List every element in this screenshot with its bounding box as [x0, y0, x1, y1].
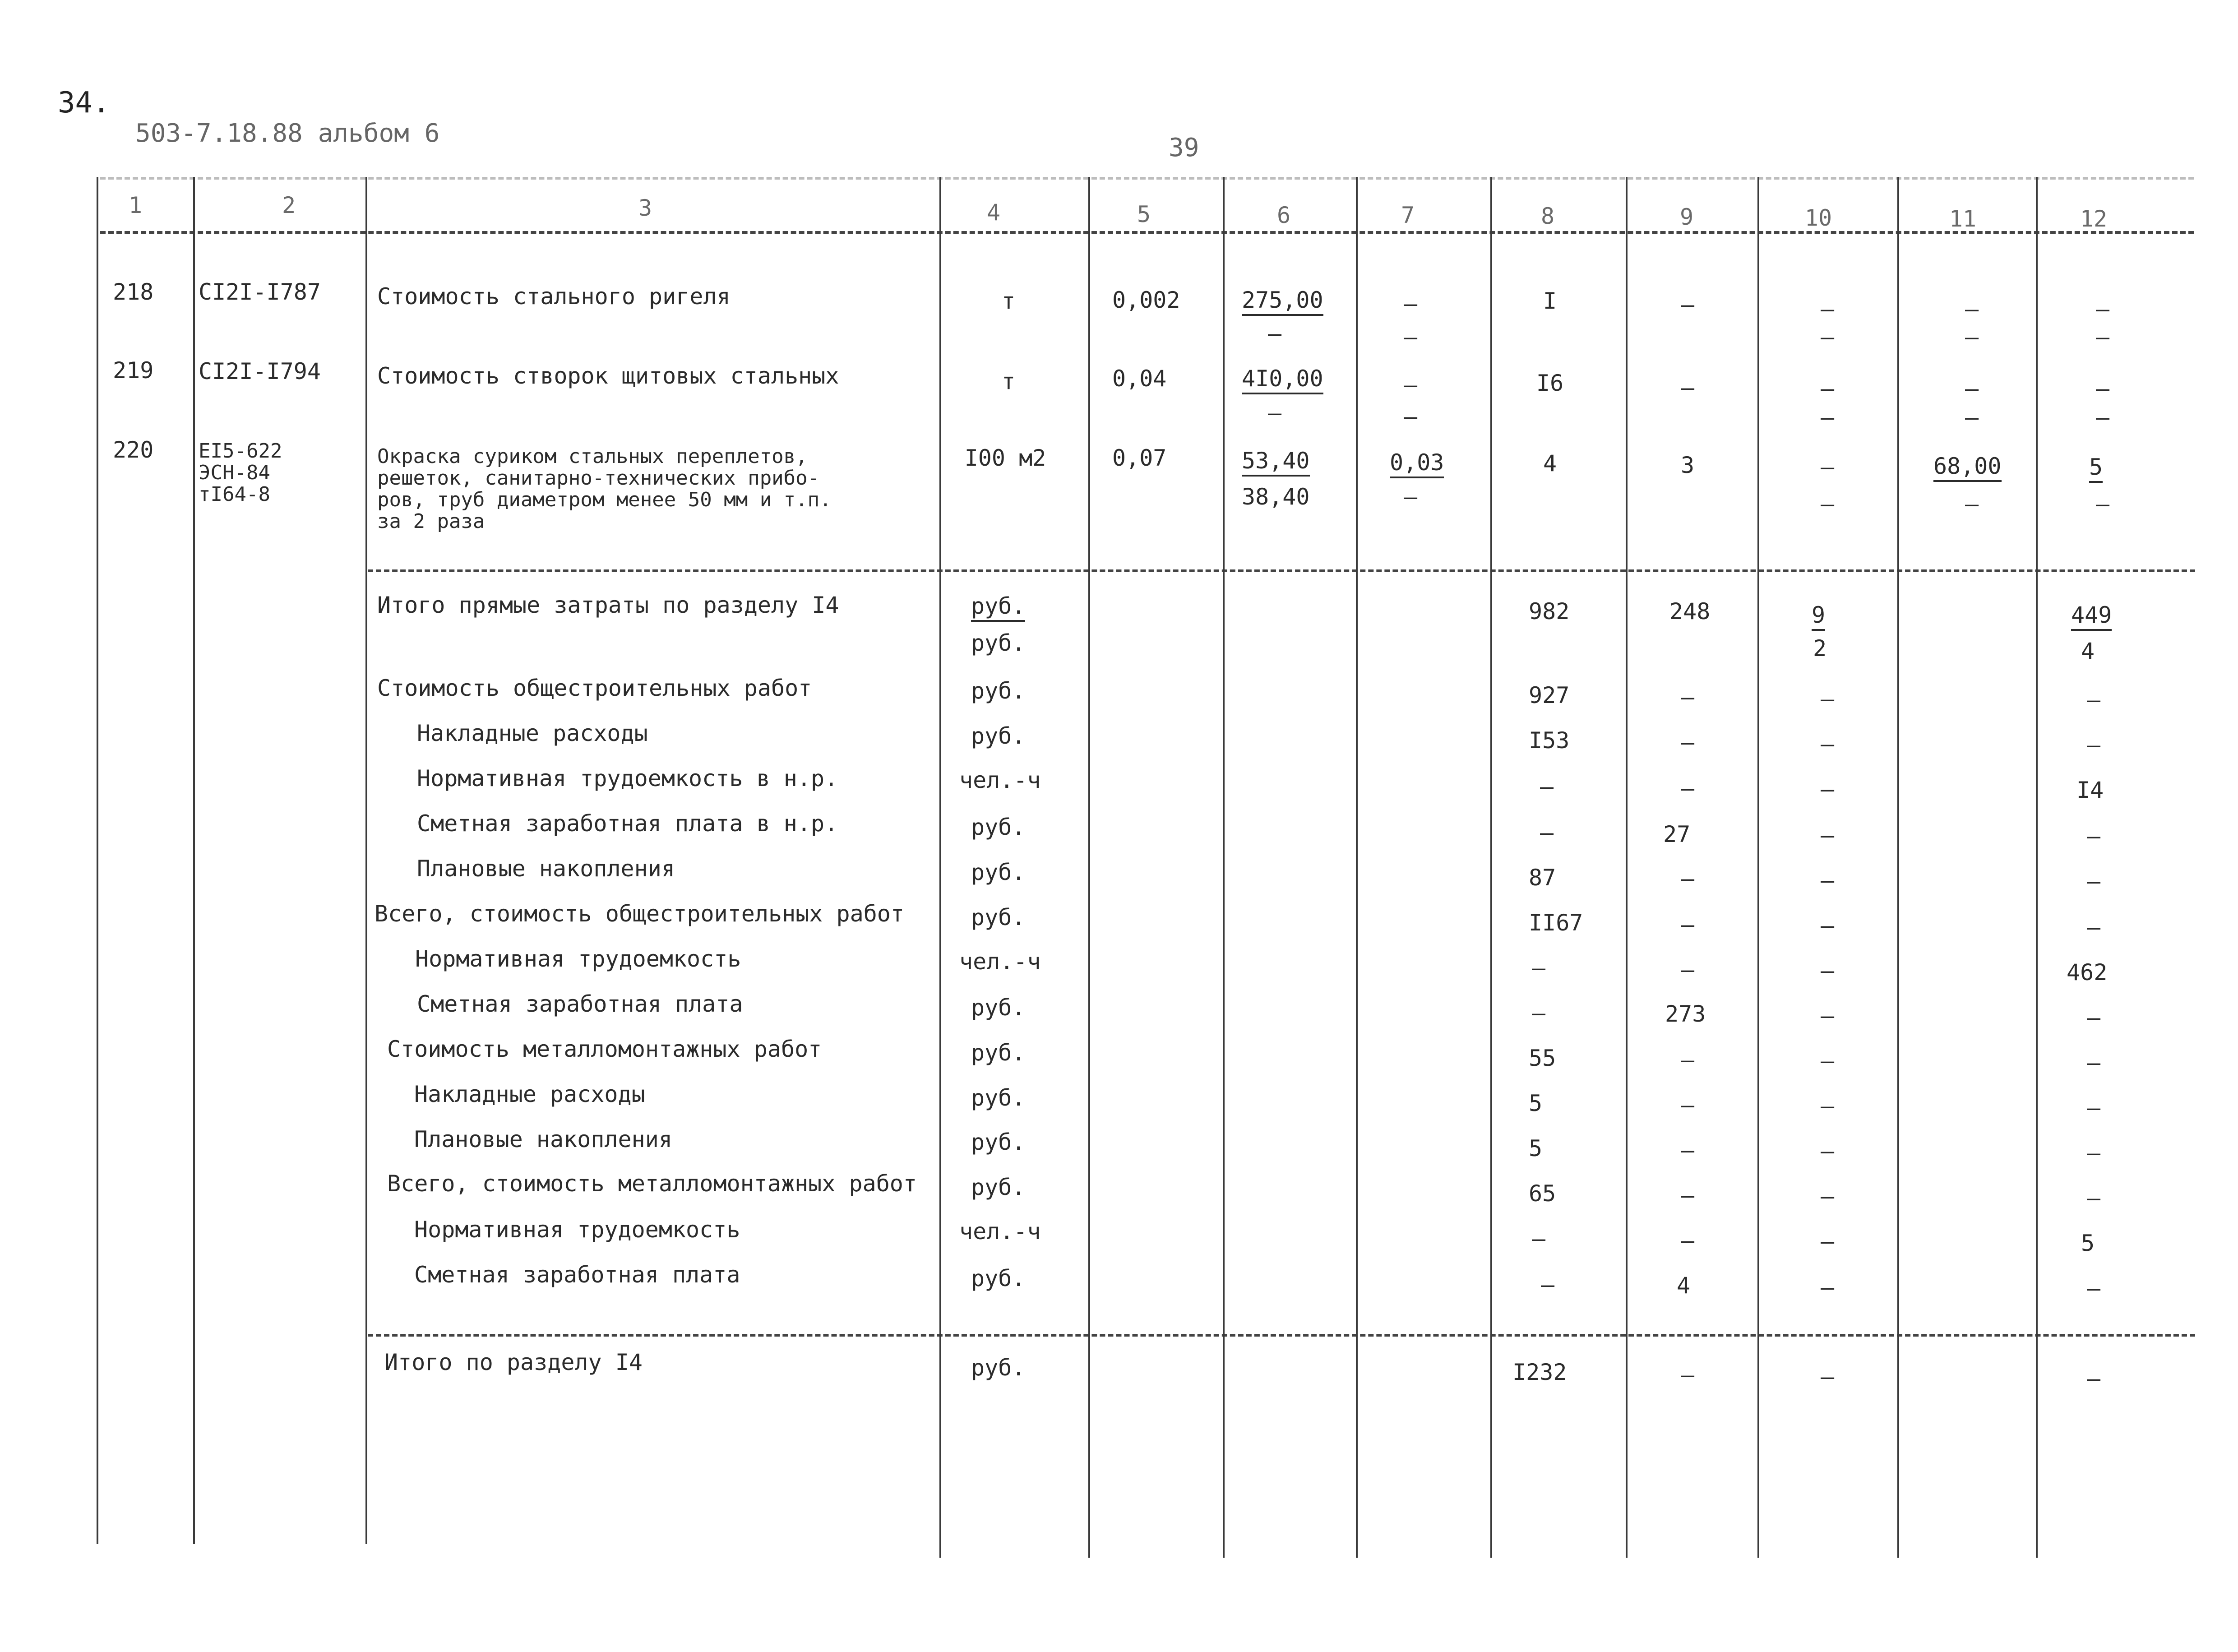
- section-total-col10: –: [1820, 1364, 1835, 1390]
- summary-item-col9: –: [1680, 957, 1695, 983]
- summary-item-col10: –: [1820, 1093, 1835, 1119]
- col-line-2: [193, 177, 195, 1544]
- rate-code: СI2I-I787: [199, 279, 321, 305]
- section-total-col9: –: [1680, 1362, 1695, 1388]
- summary-item-col9: –: [1680, 1047, 1695, 1073]
- col7-value: 0,03: [1390, 449, 1444, 478]
- col-line-3: [365, 177, 367, 1544]
- summary-item-col8: 87: [1529, 865, 1556, 891]
- col9-value: –: [1680, 375, 1695, 401]
- summary-item-col12: –: [2086, 1185, 2101, 1211]
- summary-item-col8: –: [1540, 773, 1554, 800]
- summary-item-col8: –: [1531, 1226, 1546, 1252]
- section-total-unit: руб.: [971, 1355, 1026, 1381]
- summary-item-unit: руб.: [971, 904, 1026, 930]
- summary-item-col9: –: [1680, 865, 1695, 892]
- col12-sub: –: [2095, 491, 2110, 517]
- section-total-name: Итого по разделу I4: [384, 1349, 643, 1375]
- summary-item-unit: руб.: [971, 1265, 1026, 1291]
- col-header-6: 6: [1276, 202, 1291, 228]
- summary-item-unit: чел.-ч: [959, 767, 1041, 793]
- unit: т: [1001, 288, 1016, 314]
- summary-item-col9: –: [1680, 1227, 1695, 1254]
- quantity: 0,002: [1112, 287, 1180, 313]
- summary-item-col9: –: [1680, 775, 1695, 801]
- col-line-6: [1223, 177, 1225, 1558]
- unit-cost-sub: –: [1267, 320, 1282, 347]
- section-total-col12: –: [2086, 1365, 2101, 1392]
- col11-sub: –: [1965, 324, 1979, 350]
- summary-col12-sub: 4: [2081, 638, 2095, 664]
- summary-item-col9: –: [1680, 912, 1695, 938]
- summary-item-col10: –: [1820, 867, 1835, 893]
- col-header-4: 4: [986, 199, 1001, 226]
- summary-item-name: Нормативная трудоемкость в н.р.: [417, 765, 838, 791]
- summary-item-col12: I4: [2076, 777, 2104, 803]
- summary-item-col10: –: [1820, 1274, 1835, 1300]
- summary-item-col8: –: [1531, 1000, 1546, 1026]
- col8-value: 4: [1543, 450, 1557, 477]
- col8-value: I: [1543, 288, 1557, 314]
- col10-value: –: [1820, 296, 1835, 322]
- summary-item-name: Стоимость металломонтажных работ: [387, 1036, 822, 1062]
- col11-sub: –: [1965, 491, 1979, 517]
- items-rule: [368, 569, 2195, 572]
- col9-value: 3: [1680, 452, 1695, 478]
- summary-item-name: Накладные расходы: [414, 1081, 645, 1107]
- summary-item-col12: –: [2086, 914, 2101, 940]
- summary-item-col8: –: [1540, 1272, 1555, 1298]
- unit-cost: 53,40: [1242, 448, 1310, 477]
- sheet-number: 34.: [58, 86, 110, 120]
- row-number: 218: [113, 279, 154, 305]
- summary-item-col10: –: [1820, 1048, 1835, 1074]
- unit-cost-sub: 38,40: [1242, 484, 1310, 510]
- summary-item-col8: –: [1540, 819, 1554, 846]
- col10-sub: –: [1820, 404, 1835, 430]
- summary-item-name: Плановые накопления: [414, 1126, 672, 1152]
- col-header-12: 12: [2080, 206, 2108, 232]
- summary-item-col12: –: [2086, 868, 2101, 894]
- summary-unit-2: руб.: [971, 630, 1026, 656]
- summary-unit: руб.: [971, 593, 1025, 622]
- work-name-4: за 2 раза: [377, 510, 485, 533]
- col-line-7: [1356, 177, 1358, 1558]
- summary-item-name: Всего, стоимость общестроительных работ: [375, 901, 904, 927]
- summary-item-col10: –: [1820, 912, 1835, 939]
- unit-cost: 275,00: [1242, 287, 1323, 316]
- row-number: 220: [113, 437, 154, 463]
- col-header-11: 11: [1949, 206, 1977, 232]
- col12-value: –: [2095, 296, 2110, 322]
- summary-item-col9: 273: [1665, 1001, 1706, 1027]
- summary-item-name: Всего, стоимость металломонтажных работ: [387, 1171, 917, 1197]
- summary-item-col12: 462: [2067, 959, 2108, 986]
- summary-item-col12: –: [2086, 1095, 2101, 1121]
- col-header-7: 7: [1401, 202, 1415, 228]
- summary-item-col9: –: [1680, 1092, 1695, 1118]
- summary-item-col8: I53: [1529, 727, 1570, 754]
- summary-col12: 449: [2071, 602, 2112, 631]
- work-name: Стоимость стального ригеля: [377, 283, 731, 310]
- work-name-3: ров, труб диаметром менее 50 мм и т.п.: [377, 488, 832, 511]
- summary-col9: 248: [1669, 598, 1711, 625]
- summary-item-col8: 927: [1529, 682, 1570, 708]
- unit: I00 м2: [964, 445, 1046, 471]
- col11-value: –: [1965, 375, 1979, 402]
- quantity: 0,04: [1112, 366, 1167, 392]
- col-header-3: 3: [638, 195, 652, 221]
- summary-item-name: Нормативная трудоемкость: [415, 946, 741, 972]
- summary-item-col8: –: [1531, 955, 1546, 981]
- col7-sub: –: [1403, 324, 1418, 350]
- summary-item-col8: 55: [1529, 1045, 1556, 1071]
- row-number: 219: [113, 357, 154, 384]
- col-header-1: 1: [128, 192, 143, 218]
- summary-item-col10: –: [1820, 776, 1835, 802]
- col10-value: –: [1820, 375, 1835, 402]
- summary-item-col8: II67: [1529, 910, 1583, 936]
- summary-item-name: Плановые накопления: [417, 856, 675, 882]
- col7-value: –: [1403, 291, 1418, 317]
- header-rule: [100, 231, 2194, 234]
- summary-item-col8: 5: [1529, 1090, 1543, 1116]
- col7-sub: –: [1403, 403, 1418, 430]
- summary-item-col12: –: [2086, 732, 2101, 758]
- summary-item-col12: –: [2086, 1140, 2101, 1166]
- summary-title: Итого прямые затраты по разделу I4: [377, 592, 839, 618]
- doc-code: 503-7.18.88 альбом 6: [135, 119, 440, 148]
- col-header-10: 10: [1804, 205, 1832, 231]
- summary-item-col8: 65: [1529, 1180, 1556, 1207]
- summary-item-col9: 4: [1677, 1273, 1691, 1299]
- summary-item-col12: –: [2086, 1050, 2101, 1076]
- col-header-9: 9: [1679, 204, 1694, 230]
- col-line-4: [939, 177, 941, 1558]
- summary-item-col10: –: [1820, 822, 1835, 848]
- page-number: 39: [1169, 133, 1199, 162]
- summary-item-col9: –: [1680, 684, 1695, 710]
- summary-item-unit: чел.-ч: [959, 1218, 1041, 1245]
- summary-item-col9: –: [1680, 729, 1695, 755]
- summary-item-col10: –: [1820, 1003, 1835, 1029]
- summary-item-name: Сметная заработная плата: [414, 1262, 740, 1288]
- col8-value: I6: [1536, 370, 1564, 396]
- work-name-2: решеток, санитарно-технических прибо-: [377, 467, 820, 490]
- col-line-5: [1088, 177, 1090, 1558]
- summary-item-col10: –: [1820, 1228, 1835, 1254]
- col12-value: –: [2095, 375, 2110, 402]
- col11-value: 68,00: [1933, 453, 2002, 482]
- summary-item-unit: руб.: [971, 1129, 1026, 1155]
- summary-col10: 9: [1812, 602, 1825, 631]
- summary-rule: [368, 1334, 2195, 1337]
- summary-item-name: Нормативная трудоемкость: [414, 1217, 740, 1243]
- summary-item-col12: –: [2086, 1275, 2101, 1301]
- col10-sub: –: [1820, 491, 1835, 517]
- table-top-rule: [100, 177, 2194, 180]
- summary-item-col12: 5: [2081, 1230, 2095, 1256]
- summary-item-col10: –: [1820, 958, 1835, 984]
- summary-item-unit: руб.: [971, 1040, 1026, 1066]
- summary-item-unit: чел.-ч: [959, 949, 1041, 975]
- summary-item-col10: –: [1820, 1183, 1835, 1209]
- summary-item-col10: –: [1820, 686, 1835, 712]
- summary-item-unit: руб.: [971, 678, 1026, 704]
- quantity: 0,07: [1112, 445, 1167, 471]
- col11-value: –: [1965, 296, 1979, 322]
- summary-item-unit: руб.: [971, 859, 1026, 885]
- summary-item-col9: 27: [1663, 821, 1691, 847]
- summary-item-col12: –: [2086, 1004, 2101, 1031]
- summary-item-col12: –: [2086, 823, 2101, 849]
- col-header-5: 5: [1137, 201, 1151, 227]
- col7-value: –: [1403, 372, 1418, 398]
- unit-cost-sub: –: [1267, 400, 1282, 426]
- col-header-8: 8: [1540, 203, 1555, 229]
- section-total-col8: I232: [1512, 1359, 1567, 1385]
- summary-col8: 982: [1529, 598, 1570, 625]
- col10-sub: –: [1820, 324, 1835, 350]
- col12-sub: –: [2095, 324, 2110, 350]
- col-line-8: [1490, 177, 1492, 1558]
- col-header-2: 2: [282, 192, 296, 218]
- summary-item-col9: –: [1680, 1137, 1695, 1163]
- summary-col10-sub: 2: [1813, 635, 1827, 662]
- col9-value: –: [1680, 292, 1695, 318]
- summary-item-name: Накладные расходы: [417, 720, 648, 746]
- summary-item-col9: –: [1680, 1182, 1695, 1208]
- col-line-9: [1626, 177, 1628, 1558]
- col-line-1: [97, 177, 98, 1544]
- summary-item-unit: руб.: [971, 995, 1026, 1021]
- summary-item-name: Стоимость общестроительных работ: [377, 675, 812, 701]
- col7-sub: –: [1403, 484, 1418, 510]
- work-name: Стоимость створок щитовых стальных: [377, 363, 839, 389]
- col11-sub: –: [1965, 404, 1979, 430]
- col12-sub: –: [2095, 404, 2110, 430]
- col-line-11: [1897, 177, 1899, 1558]
- col12-value: 5: [2089, 454, 2103, 483]
- rate-code: ЕI5-622: [199, 440, 282, 463]
- col-line-10: [1757, 177, 1759, 1558]
- rate-code-3: тI64-8: [199, 483, 270, 506]
- summary-item-col10: –: [1820, 1138, 1835, 1164]
- summary-item-name: Сметная заработная плата в н.р.: [417, 810, 838, 837]
- col10-value: –: [1820, 454, 1835, 480]
- summary-item-name: Сметная заработная плата: [417, 991, 743, 1017]
- work-name: Окраска суриком стальных переплетов,: [377, 445, 808, 468]
- summary-item-col8: 5: [1529, 1135, 1543, 1161]
- summary-item-unit: руб.: [971, 1085, 1026, 1111]
- rate-code-2: ЭСН-84: [199, 461, 270, 484]
- summary-item-unit: руб.: [971, 1174, 1026, 1200]
- rate-code: СI2I-I794: [199, 358, 321, 384]
- summary-item-col12: –: [2086, 687, 2101, 713]
- unit: т: [1001, 368, 1016, 394]
- summary-item-col10: –: [1820, 731, 1835, 757]
- unit-cost: 4I0,00: [1242, 366, 1323, 394]
- summary-item-unit: руб.: [971, 723, 1026, 749]
- col-line-12: [2036, 177, 2038, 1558]
- summary-item-unit: руб.: [971, 814, 1026, 840]
